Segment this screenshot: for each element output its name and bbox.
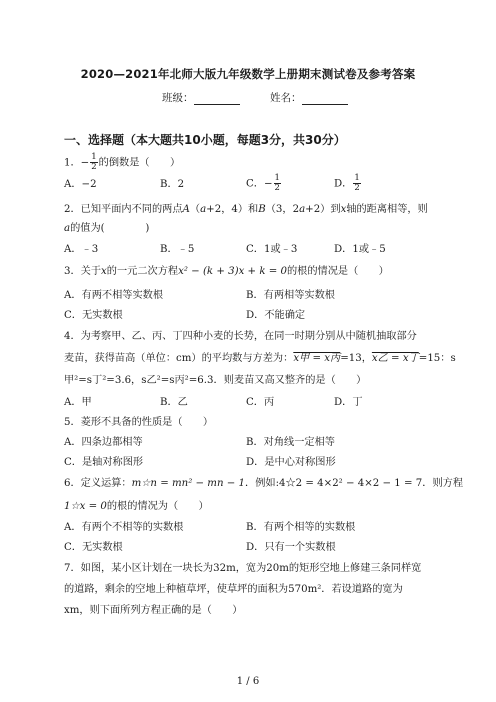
- q1-option-c: C．− $\frac{1}{2}$: [246, 173, 280, 193]
- q3-option-d: D．不能确定: [246, 310, 306, 321]
- q3-option-c: C．无实数根: [64, 310, 123, 321]
- question-2-line-2: a的值为( ): [64, 223, 150, 234]
- q4-option-c: C．丙: [246, 397, 275, 408]
- page-number: 1 / 6: [236, 676, 260, 687]
- operation-example: 4☆2 = 4×2² − 4×2 − 1 = 7: [279, 478, 423, 489]
- question-4-line-2: 麦苗，获得苗高（单位：cm）的平均数与方差为：x甲 = x丙=13，x乙 = x丁=15：s: [64, 353, 456, 364]
- operation-definition: m☆n = mn² − mn − 1: [131, 478, 246, 489]
- equation: x² − (k + 3)x + k = 0: [178, 266, 287, 277]
- class-blank: [194, 93, 240, 105]
- q5-option-c: C．是轴对称图形: [64, 457, 144, 468]
- q1-option-b: B．2: [160, 179, 185, 190]
- q2-option-d: D．1或﹣5: [334, 244, 386, 255]
- q2-option-b: B．﹣5: [160, 244, 195, 255]
- q6-option-d: D．只有一个实数根: [246, 542, 336, 553]
- q4-option-a: A．甲: [64, 397, 92, 408]
- name-field: [270, 90, 348, 105]
- q1-option-a: A．−2: [64, 179, 97, 190]
- question-7-line-1: 7．如图，某小区计划在一块长为32m，宽为20m的矩形空地上修建三条同样宽: [64, 563, 422, 574]
- document-title: 2020—2021年北师大版九年级数学上册期末测试卷及参考答案: [80, 67, 416, 81]
- q6-option-b: B．有两个相等的实数根: [246, 522, 356, 533]
- question-6-line-2: 1☆x = 0的根的情况为（ ）: [64, 501, 209, 512]
- q2-option-c: C．1或﹣3: [246, 244, 298, 255]
- q3-option-b: B．有两相等实数根: [246, 290, 335, 301]
- question-5: 5．菱形不具备的性质是（ ）: [64, 417, 214, 428]
- q1-option-d: D． $\frac{1}{2}$: [334, 173, 360, 193]
- question-7-line-3: xm，则下面所列方程正确的是（ ）: [64, 605, 243, 616]
- q5-option-a: A．四条边都相等: [64, 437, 143, 448]
- q6-option-a: A．有两个不相等的实数根: [64, 522, 184, 533]
- question-2-line-1: 2．已知平面内不同的两点A（a+2，4）和B（3，2a+2）到x轴的距离相等，则: [64, 204, 428, 215]
- name-label: 姓名：: [270, 92, 302, 104]
- q5-option-d: D．是中心对称图形: [246, 457, 336, 468]
- section-heading: 一、选择题（本大题共10小题，每题3分，共30分）: [64, 133, 346, 147]
- mean-equation-1: x甲 = x丙: [293, 353, 341, 364]
- question-4-line-3: 甲²=s丁²=3.6，s乙²=s丙²=6.3．则麦苗又高又整齐的是（ ）: [64, 375, 367, 386]
- equation: 1☆x = 0: [64, 501, 107, 512]
- q2-option-a: A．﹣3: [64, 244, 99, 255]
- question-1: 1．− $\frac{1}{2}$ 的倒数是（ ）: [64, 152, 181, 172]
- question-7-line-2: 的道路，剩余的空地上种植草坪，使草坪的面积为570m²．若设道路的宽为: [64, 584, 403, 595]
- name-blank: [302, 93, 348, 105]
- question-4-line-1: 4．为考察甲、乙、丙、丁四种小麦的长势，在同一时期分别从中随机抽取部分: [64, 331, 417, 342]
- question-3: 3．关于x的一元二次方程x² − (k + 3)x + k = 0的根的情况是（ ）: [64, 266, 389, 277]
- q5-option-b: B．对角线一定相等: [246, 437, 335, 448]
- q6-option-c: C．无实数根: [64, 542, 123, 553]
- class-label: 班级：: [162, 92, 194, 104]
- q4-option-b: B．乙: [160, 397, 188, 408]
- fraction: $\frac{1}{2}$: [91, 152, 97, 172]
- class-field: [162, 90, 240, 105]
- q3-option-a: A．有两不相等实数根: [64, 290, 164, 301]
- question-6-line-1: 6．定义运算：m☆n = mn² − mn − 1．例如:4☆2 = 4×2² − 4×2 − 1 = 7．则方程: [64, 478, 464, 489]
- q4-option-d: D．丁: [334, 397, 363, 408]
- mean-equation-2: x乙 = x丁: [371, 353, 419, 364]
